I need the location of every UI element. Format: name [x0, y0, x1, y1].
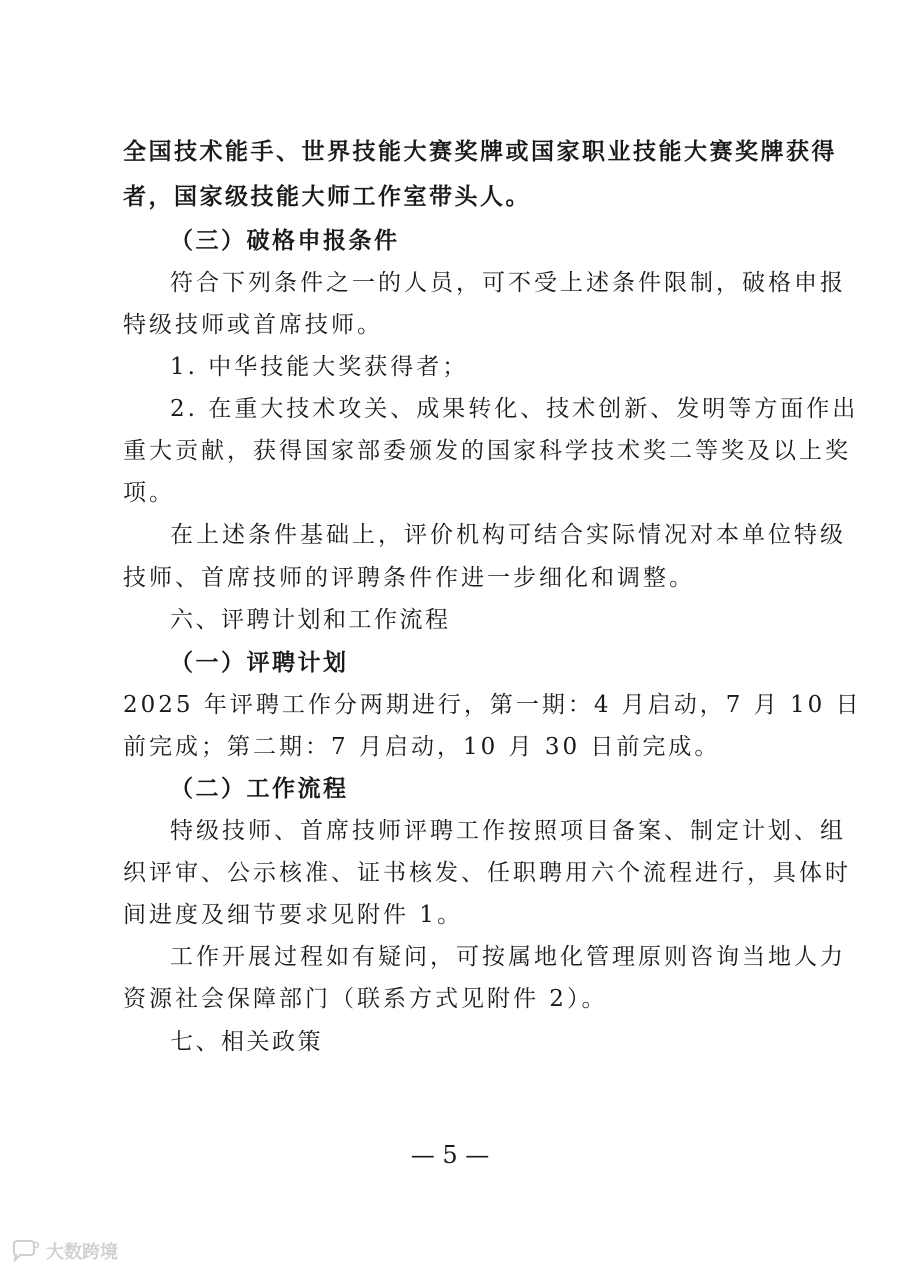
body-line: 特级技师、首席技师评聘工作按照项目备案、制定计划、组 — [170, 818, 846, 844]
body-line: 特级技师或首席技师。 — [123, 312, 383, 338]
subsection-heading: （一）评聘计划 — [170, 650, 349, 676]
body-line: 符合下列条件之一的人员，可不受上述条件限制，破格申报 — [170, 270, 846, 296]
body-line: 项。 — [123, 480, 175, 506]
body-line: 2025 年评聘工作分两期进行，第一期：4 月启动，7 月 10 日 — [123, 692, 862, 718]
page-number: — 5 — — [410, 1141, 490, 1169]
body-line: 前完成；第二期：7 月启动，10 月 30 日前完成。 — [123, 734, 721, 760]
body-line: 在上述条件基础上，评价机构可结合实际情况对本单位特级 — [170, 522, 846, 548]
subsection-heading: （三）破格申报条件 — [170, 228, 400, 254]
section-heading: 六、评聘计划和工作流程 — [170, 607, 451, 633]
body-line: 资源社会保障部门（联系方式见附件 2）。 — [123, 986, 608, 1012]
body-line: 技师、首席技师的评聘条件作进一步细化和调整。 — [123, 565, 695, 591]
list-item: 1. 中华技能大奖获得者； — [170, 354, 469, 380]
body-line: 工作开展过程如有疑问，可按属地化管理原则咨询当地人力 — [170, 944, 846, 970]
chat-bubble-icon — [10, 1240, 40, 1262]
watermark-text: 大数跨境 — [46, 1242, 118, 1263]
body-line: 间进度及细节要求见附件 1。 — [123, 902, 463, 928]
body-line: 全国技术能手、世界技能大赛奖牌或国家职业技能大赛奖牌获得 — [123, 139, 837, 165]
body-line: 重大贡献，获得国家部委颁发的国家科学技术奖二等奖及以上奖 — [123, 438, 851, 464]
list-item: 2. 在重大技术攻关、成果转化、技术创新、发明等方面作出 — [170, 396, 859, 422]
body-line: 者，国家级技能大师工作室带头人。 — [123, 184, 531, 210]
section-heading: 七、相关政策 — [170, 1029, 323, 1055]
subsection-heading: （二）工作流程 — [170, 776, 349, 802]
body-line: 织评审、公示核准、证书核发、任职聘用六个流程进行，具体时 — [123, 860, 851, 886]
watermark — [10, 1238, 118, 1264]
